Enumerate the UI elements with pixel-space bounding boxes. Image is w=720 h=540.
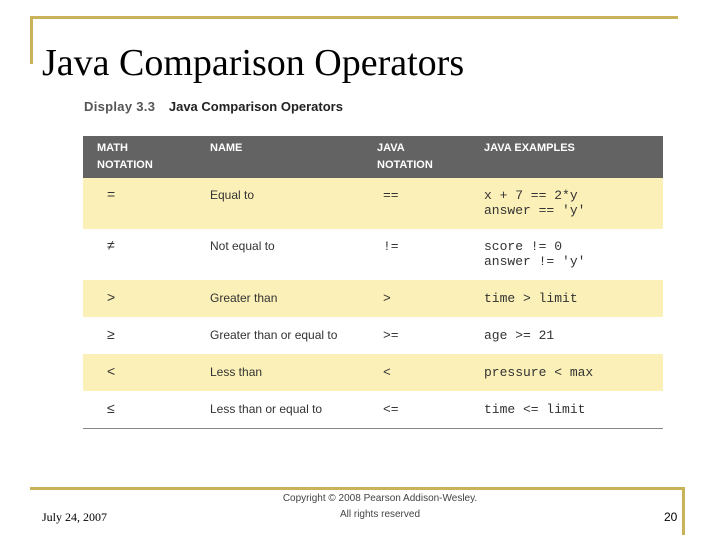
header-java-notation: JAVA NOTATION [377,142,433,171]
math-symbol: ≠ [107,237,115,253]
display-number: Display 3.3 [84,99,156,114]
java-example: x + 7 == 2*y [484,188,578,203]
java-example: answer != 'y' [484,254,586,269]
java-example: age >= 21 [484,328,555,343]
frame-top-line [30,16,678,19]
operators-table [83,136,663,429]
operator-name: Greater than [210,291,278,305]
operator-name: Equal to [210,188,255,202]
table-header [83,136,663,178]
java-operator: < [383,365,391,380]
display-caption [84,99,343,114]
java-example: time <= limit [484,402,586,417]
operator-name: Greater than or equal to [210,328,338,342]
java-operator: != [383,239,399,254]
java-operator: > [383,291,391,306]
header-name: NAME [210,142,243,154]
display-title: Java Comparison Operators [168,99,343,114]
header-math-notation: MATH NOTATION [97,142,153,171]
table-row [83,317,663,354]
frame-bottom-line [30,487,685,490]
page-number: 20 [664,510,678,524]
footer-copyright: Copyright © 2008 Pearson Addison-Wesley. All rights reserved [282,493,478,520]
math-symbol: < [107,363,116,379]
operator-name: Not equal to [210,239,275,253]
table-row [83,391,663,428]
java-example: score != 0 [484,239,563,254]
table-row [83,229,663,280]
header-java-examples: JAVA EXAMPLES [484,142,575,154]
math-symbol: ≥ [107,326,115,342]
java-example: pressure < max [484,365,594,380]
frame-right-line [682,487,685,535]
table-row [83,280,663,317]
table-row [83,178,663,229]
java-operator: >= [383,328,399,343]
footer-date: July 24, 2007 [42,510,108,524]
java-operator: == [383,188,399,203]
math-symbol: ≤ [107,400,115,416]
java-operator: <= [383,402,399,417]
slide-title: Java Comparison Operators [42,42,465,84]
math-symbol: = [107,186,116,202]
java-example: answer == 'y' [484,203,586,218]
java-example: time > limit [484,291,578,306]
table-row [83,354,663,391]
frame-left-line [30,16,33,64]
operator-name: Less than or equal to [210,402,323,416]
math-symbol: > [107,289,116,305]
operator-name: Less than [210,365,263,379]
